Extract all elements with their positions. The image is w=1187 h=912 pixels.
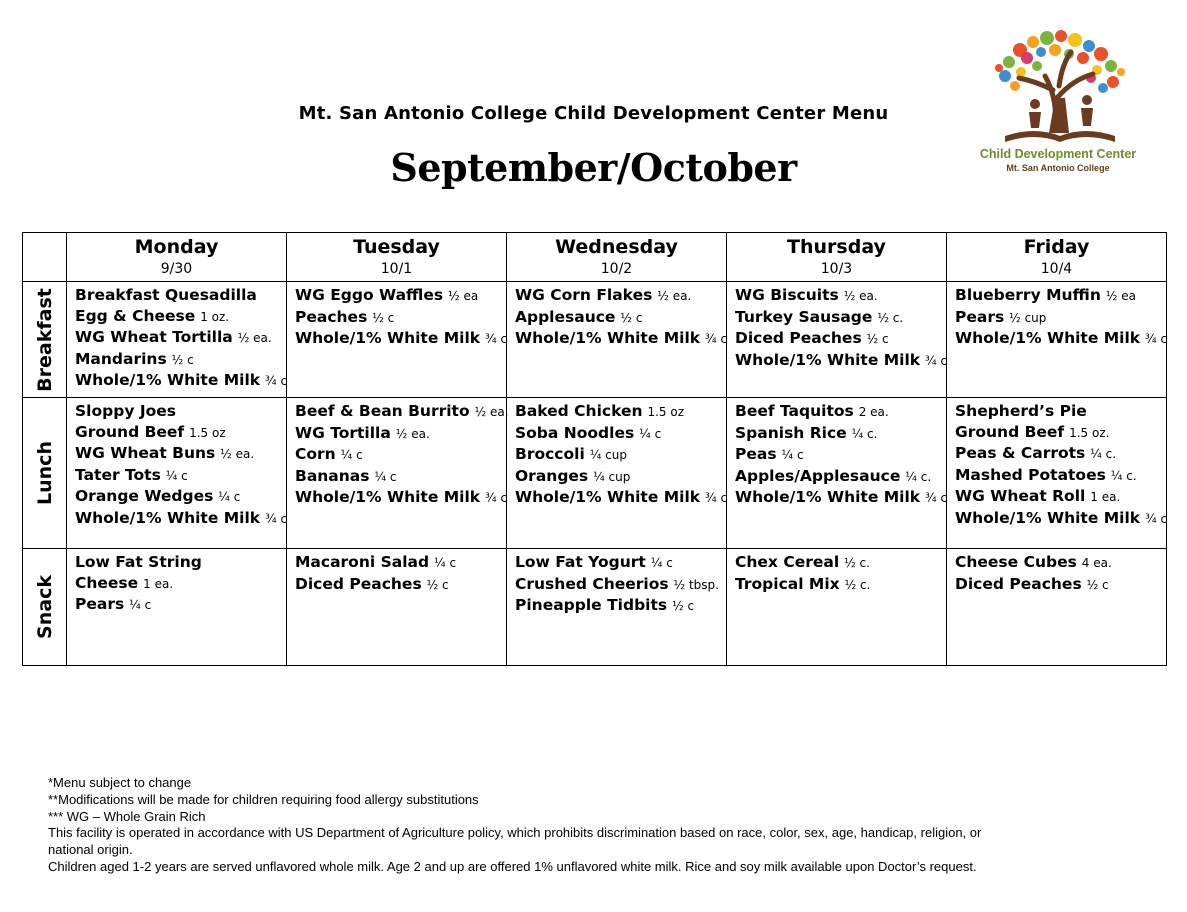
menu-item: [735, 423, 946, 445]
menu-item: [955, 422, 1166, 444]
meal-row-snack: [23, 549, 1167, 666]
menu-cell: [727, 282, 947, 398]
menu-item-name: Orange Wedges: [75, 487, 214, 506]
menu-item-name: Whole/1% White Milk: [295, 329, 481, 348]
day-header-friday: [947, 233, 1167, 282]
menu-item: [735, 444, 946, 466]
menu-item-name: Whole/1% White Milk: [75, 371, 261, 390]
meal-label-cell: [23, 398, 67, 549]
menu-item-quantity: ½ c.: [877, 310, 904, 325]
menu-item: [955, 574, 1166, 596]
day-date: 10/1: [380, 261, 413, 277]
menu-item-name: WG Tortilla: [295, 423, 391, 442]
menu-item: [295, 444, 506, 466]
menu-item-quantity: ½ c: [1086, 577, 1109, 592]
menu-item-name: Beef Taquitos: [735, 402, 854, 420]
menu-item-quantity: ¼ c: [374, 469, 397, 484]
menu-item: [515, 487, 726, 509]
day-header-wednesday: [507, 233, 727, 282]
menu-item: [515, 574, 726, 596]
meal-label: Lunch: [33, 441, 56, 505]
menu-item-quantity: ½ c: [171, 352, 194, 367]
menu-cell: [947, 549, 1167, 666]
menu-item-name: Broccoli: [515, 445, 585, 464]
menu-item-name: Sloppy Joes: [75, 402, 176, 420]
menu-item: [75, 508, 286, 530]
menu-item-quantity: ¼ cup: [589, 448, 627, 463]
menu-item: [955, 328, 1166, 350]
menu-item-name: Breakfast Quesadilla: [75, 286, 257, 304]
menu-item: [515, 423, 726, 445]
menu-item: [955, 486, 1166, 508]
footnote-line: *** WG – Whole Grain Rich: [48, 808, 206, 824]
menu-item: [295, 466, 506, 488]
menu-item: [955, 285, 1166, 307]
menu-item-quantity: ¼ c: [165, 468, 188, 483]
menu-cell: [947, 282, 1167, 398]
menu-item-name: Whole/1% White Milk: [515, 329, 701, 348]
menu-item: [515, 444, 726, 466]
menu-item: [75, 552, 286, 573]
menu-item: [75, 594, 286, 616]
menu-item-name: Whole/1% White Milk: [515, 488, 701, 507]
menu-cell: [67, 282, 287, 398]
meal-label: Snack: [33, 575, 56, 639]
menu-item-quantity: 1 ea.: [1090, 490, 1121, 505]
menu-item-name: Cheese: [75, 573, 139, 592]
menu-item-name: Tater Tots: [75, 465, 161, 484]
menu-item-name: Spanish Rice: [735, 423, 847, 442]
menu-item: [295, 401, 509, 423]
menu-item-name: WG Eggo Waffles: [295, 286, 444, 304]
menu-item-quantity: ½ ea: [448, 289, 479, 303]
menu-item-quantity: ¼ c: [434, 556, 457, 570]
footnote-line: This facility is operated in accordance with US Department of Agriculture policy, which prohibits discrimination based on race, color, sex, age, handicap, religion, or: [48, 825, 982, 841]
menu-item: [75, 573, 286, 595]
menu-item-quantity: ¾ c: [265, 374, 288, 389]
menu-item-name: Peaches: [295, 307, 368, 326]
menu-item: [735, 487, 946, 509]
logo-title: Child Development Center: [979, 147, 1137, 161]
menu-item: [955, 465, 1166, 487]
menu-item-name: Diced Peaches: [735, 329, 862, 348]
menu-item-name: Macaroni Salad: [295, 553, 430, 571]
menu-item-quantity: 1.5 oz: [647, 405, 685, 419]
day-name: Thursday: [787, 236, 886, 258]
menu-item-quantity: 2 ea.: [858, 405, 889, 419]
menu-cell: [727, 398, 947, 549]
menu-item-quantity: ¾ c: [485, 332, 508, 347]
menu-cell: [727, 549, 947, 666]
menu-item: [735, 307, 946, 329]
menu-item-quantity: ½ ea.: [657, 289, 692, 303]
meal-row-lunch: [23, 398, 1167, 549]
menu-item: [75, 285, 286, 306]
menu-cell: [67, 549, 287, 666]
menu-item-quantity: ¾ c: [705, 491, 728, 506]
menu-item: [75, 349, 286, 371]
day-date: 10/3: [820, 261, 853, 277]
menu-item-name: Diced Peaches: [955, 574, 1082, 593]
menu-item-quantity: ¼ c.: [851, 426, 878, 441]
menu-item-quantity: ¼ c: [340, 448, 363, 463]
menu-item-quantity: ½ ea.: [220, 447, 255, 462]
menu-item-name: WG Biscuits: [735, 286, 839, 304]
menu-item: [75, 443, 286, 465]
menu-item-quantity: ½ c: [672, 599, 695, 614]
day-date: 10/4: [1040, 261, 1073, 277]
menu-item-quantity: ¾ c: [1145, 511, 1168, 526]
menu-item-name: Mashed Potatoes: [955, 465, 1106, 484]
menu-item-name: Crushed Cheerios: [515, 574, 669, 593]
menu-cell: [507, 282, 727, 398]
menu-item: [515, 285, 726, 307]
menu-item-quantity: ½ ea: [1105, 289, 1136, 303]
footnote-line: national origin.: [48, 842, 133, 858]
menu-cell: [507, 398, 727, 549]
menu-item-name: Baked Chicken: [515, 402, 643, 420]
footnote-line: Children aged 1-2 years are served unflavored whole milk. Age 2 and up are offered 1% unflavored white milk. Rice and soy milk available upon Doctor’s request.: [48, 858, 977, 874]
menu-item-name: Bananas: [295, 466, 370, 485]
menu-cell: [287, 282, 507, 398]
menu-item-name: Ground Beef: [955, 422, 1065, 441]
menu-item: [295, 423, 506, 445]
menu-item-name: Whole/1% White Milk: [735, 488, 921, 507]
menu-cell: [67, 398, 287, 549]
day-name: Wednesday: [555, 236, 678, 258]
menu-item-quantity: ½ c: [426, 577, 449, 592]
menu-item: [295, 307, 506, 329]
menu-item: [75, 327, 286, 349]
menu-item-name: Low Fat String: [75, 553, 202, 571]
menu-item: [75, 486, 286, 508]
menu-item-quantity: ½ c.: [844, 577, 871, 592]
menu-item-quantity: ¾ c: [925, 353, 948, 368]
day-name: Friday: [1023, 236, 1090, 258]
menu-item-quantity: ¼ c: [129, 598, 152, 613]
menu-item: [515, 307, 726, 329]
menu-item-quantity: ½ c: [372, 310, 395, 325]
menu-item: [955, 401, 1166, 422]
menu-item-quantity: ½ c: [620, 310, 643, 325]
menu-item: [75, 370, 286, 392]
menu-item-quantity: ¼ c.: [1110, 468, 1137, 483]
menu-item-name: Soba Noodles: [515, 423, 635, 442]
menu-item-quantity: ½ tbsp.: [673, 577, 719, 592]
menu-item: [955, 508, 1166, 530]
menu-item-name: Pears: [955, 307, 1005, 326]
day-header-row: [23, 233, 1167, 282]
footnotes: [48, 775, 1168, 876]
menu-item-quantity: 4 ea.: [1081, 556, 1112, 570]
menu-item-name: Pears: [75, 595, 125, 614]
menu-item: [735, 466, 946, 488]
menu-item: [735, 552, 946, 574]
menu-item-name: Corn: [295, 445, 336, 464]
menu-item-quantity: ½ c: [866, 332, 889, 347]
menu-item: [75, 465, 286, 487]
menu-item-name: Applesauce: [515, 307, 616, 326]
menu-item-quantity: ¾ c: [925, 491, 948, 506]
menu-item-quantity: ½ ea.: [395, 426, 430, 441]
day-name: Monday: [134, 236, 219, 258]
menu-item-quantity: ¼ c: [639, 426, 662, 441]
menu-item: [295, 574, 506, 596]
menu-item-name: Mandarins: [75, 349, 167, 368]
day-date: 10/2: [600, 261, 633, 277]
menu-item: [735, 350, 946, 372]
menu-item: [515, 328, 726, 350]
menu-item-name: Ground Beef: [75, 422, 185, 441]
day-header-monday: [67, 233, 287, 282]
menu-item-name: Diced Peaches: [295, 574, 422, 593]
menu-item: [515, 401, 726, 423]
menu-cell: [287, 549, 507, 666]
menu-item-name: Blueberry Muffin: [955, 286, 1101, 304]
menu-item: [295, 487, 506, 509]
menu-item: [75, 401, 286, 422]
menu-cell: [947, 398, 1167, 549]
menu-item: [75, 422, 286, 444]
menu-item: [515, 466, 726, 488]
menu-item-name: Whole/1% White Milk: [735, 350, 921, 369]
menu-item-quantity: ¾ c: [705, 332, 728, 347]
menu-item: [515, 595, 726, 617]
menu-item-name: WG Wheat Tortilla: [75, 328, 233, 347]
page-title: September/October: [390, 145, 797, 190]
menu-item-quantity: ¼ c: [218, 490, 241, 505]
menu-item: [955, 307, 1166, 329]
meal-label: Breakfast: [33, 287, 56, 392]
menu-item-name: Shepherd’s Pie: [955, 402, 1087, 420]
menu-item-quantity: 1 ea.: [143, 576, 174, 591]
menu-item: [735, 285, 946, 307]
menu-item-name: Peas & Carrots: [955, 444, 1086, 463]
menu-item-quantity: ¼ cup: [593, 469, 631, 484]
corner-cell: [23, 233, 67, 282]
day-header-thursday: [727, 233, 947, 282]
meal-row-breakfast: [23, 282, 1167, 398]
menu-item-quantity: ¼ c.: [1090, 447, 1117, 462]
menu-item-name: Turkey Sausage: [735, 307, 873, 326]
menu-item-name: Pineapple Tidbits: [515, 596, 668, 615]
menu-item-quantity: 1 oz.: [200, 309, 230, 324]
menu-item-quantity: ½ ea.: [474, 405, 509, 419]
meal-label-cell: [23, 282, 67, 398]
menu-item-quantity: ¼ c: [650, 556, 673, 570]
menu-item-quantity: ¾ c: [265, 511, 288, 526]
menu-item-name: Beef & Bean Burrito: [295, 402, 470, 420]
menu-item: [75, 306, 286, 328]
menu-item: [735, 574, 946, 596]
menu-item-quantity: ½ ea.: [237, 331, 272, 346]
menu-cell: [287, 398, 507, 549]
subtitle-text: Mt. San Antonio College Child Development Center Menu: [298, 103, 889, 124]
menu-item-quantity: 1.5 oz: [189, 425, 226, 440]
menu-item-name: Whole/1% White Milk: [295, 488, 481, 507]
menu-item-quantity: ¼ c.: [905, 469, 932, 484]
menu-item-quantity: ¼ c: [781, 448, 804, 463]
menu-item-name: Chex Cereal: [735, 553, 840, 571]
day-name: Tuesday: [353, 236, 440, 258]
menu-item-quantity: ¾ c: [1145, 332, 1168, 347]
menu-item-name: Apples/Applesauce: [735, 466, 901, 485]
menu-item-name: Whole/1% White Milk: [955, 508, 1141, 527]
menu-item-name: Egg & Cheese: [75, 306, 196, 325]
menu-item-name: Whole/1% White Milk: [955, 329, 1141, 348]
menu-cell: [507, 549, 727, 666]
menu-item-name: WG Corn Flakes: [515, 286, 653, 304]
menu-item: [515, 552, 726, 574]
menu-item-quantity: ½ cup: [1009, 310, 1047, 325]
menu-item-quantity: ½ ea.: [843, 289, 878, 303]
day-header-tuesday: [287, 233, 507, 282]
menu-item: [295, 328, 506, 350]
menu-item: [295, 285, 506, 307]
menu-item-quantity: ½ c.: [844, 556, 870, 570]
menu-item-name: Peas: [735, 445, 777, 464]
menu-item: [955, 552, 1166, 574]
footnote-line: **Modifications will be made for children requiring food allergy substitutions: [48, 791, 479, 807]
menu-item-name: WG Wheat Buns: [75, 444, 216, 463]
logo-subtitle: Mt. San Antonio College: [1006, 163, 1110, 173]
menu-item: [955, 443, 1166, 465]
menu-item-quantity: 1.5 oz.: [1069, 425, 1110, 440]
menu-item-name: Oranges: [515, 466, 589, 485]
menu-item-name: Cheese Cubes: [955, 553, 1077, 571]
menu-item: [735, 328, 946, 350]
menu-item-name: Tropical Mix: [735, 574, 840, 593]
menu-item-name: Low Fat Yogurt: [515, 553, 646, 571]
menu-item-name: WG Wheat Roll: [955, 487, 1086, 506]
menu-table: [22, 232, 1167, 666]
menu-item-quantity: ¾ c: [485, 491, 508, 506]
day-date: 9/30: [160, 261, 193, 277]
menu-item: [735, 401, 946, 423]
footnote-line: *Menu subject to change: [48, 775, 192, 790]
meal-label-cell: [23, 549, 67, 666]
menu-item-name: Whole/1% White Milk: [75, 508, 261, 527]
menu-item: [295, 552, 506, 574]
